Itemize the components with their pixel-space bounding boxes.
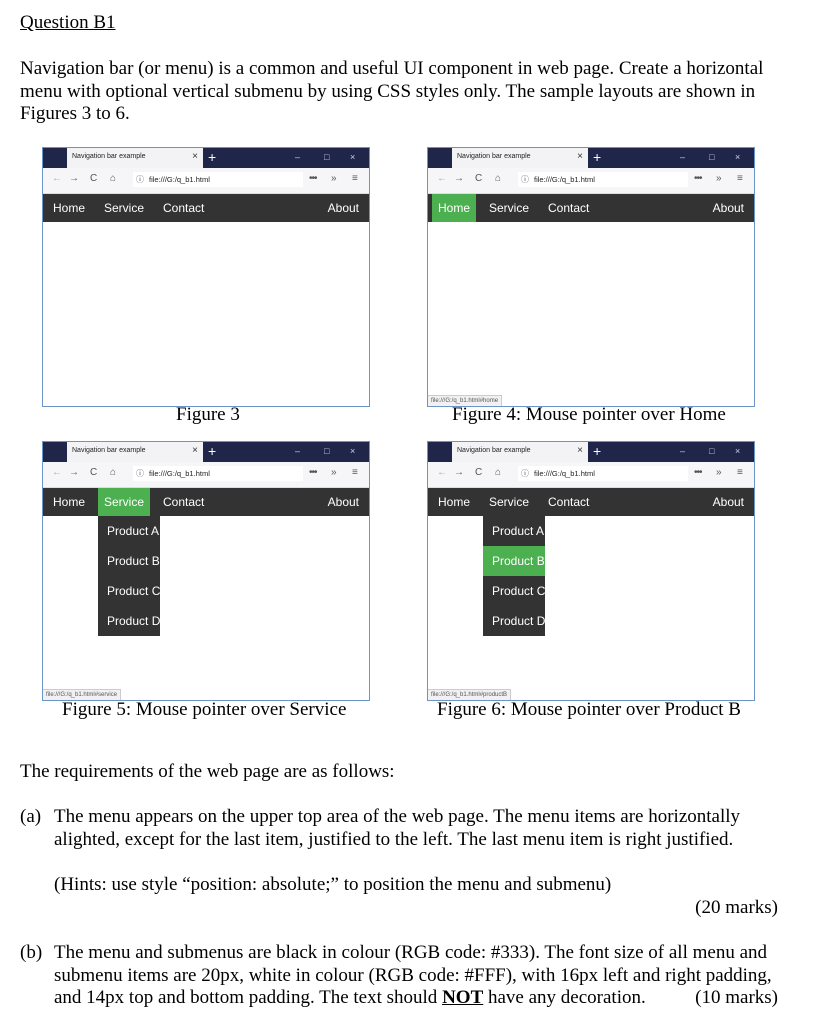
home-icon[interactable]: ⌂: [495, 467, 502, 478]
new-tab-icon[interactable]: +: [593, 149, 602, 165]
url-text: file:///G:/q_b1.html: [149, 175, 210, 184]
reload-icon[interactable]: C: [475, 173, 483, 184]
back-icon[interactable]: ←: [437, 173, 447, 184]
intro-line: menu with optional vertical submenu by using CSS styles only. The sample layouts are shown in: [20, 80, 756, 102]
figure-5-caption: Figure 5: Mouse pointer over Service: [62, 699, 347, 720]
intro-line: Navigation bar (or menu) is a common and useful UI component in web page. Create a horizontal: [20, 58, 764, 79]
forward-icon[interactable]: →: [454, 173, 464, 184]
status-bar-url: file:///G:/q_b1.html#home: [428, 395, 502, 406]
url-text: file:///G:/q_b1.html: [149, 469, 210, 478]
back-icon[interactable]: ←: [437, 467, 447, 478]
requirement-b-label: (b): [20, 942, 43, 963]
home-icon[interactable]: ⌂: [110, 467, 117, 478]
browser-toolbar: [428, 168, 754, 194]
submenu-item-product-a[interactable]: Product A: [107, 524, 160, 538]
address-bar[interactable]: [133, 466, 303, 481]
submenu-item-product-b[interactable]: Product B: [483, 546, 545, 576]
submenu-item-product-a[interactable]: Product A: [492, 524, 545, 538]
browser-window: [42, 147, 370, 407]
nav-item-home[interactable]: Home: [53, 201, 86, 215]
submenu-item-product-d[interactable]: Product D: [492, 614, 546, 628]
nav-bar: [428, 488, 754, 516]
nav-item-about[interactable]: About: [712, 201, 744, 215]
forward-icon[interactable]: →: [69, 173, 79, 184]
address-bar[interactable]: [518, 172, 688, 187]
nav-item-service[interactable]: Service: [489, 495, 530, 509]
submenu-item-product-c[interactable]: Product C: [492, 584, 546, 598]
requirement-a-label: (a): [20, 806, 42, 827]
title-bar: [43, 442, 369, 462]
new-tab-icon[interactable]: +: [208, 149, 217, 165]
nav-item-about[interactable]: About: [327, 201, 359, 215]
browser-tab[interactable]: [452, 148, 588, 168]
page-actions-icon[interactable]: •••: [309, 467, 317, 478]
minimize-icon[interactable]: –: [680, 446, 686, 456]
home-icon[interactable]: ⌂: [110, 173, 117, 184]
nav-item-contact[interactable]: Contact: [548, 201, 590, 215]
close-tab-icon[interactable]: ×: [192, 445, 198, 456]
requirement-b-text: and 14px top and bottom padding. The text should: [54, 987, 443, 1008]
browser-toolbar: [43, 168, 369, 194]
nav-item-contact[interactable]: Contact: [163, 201, 205, 215]
browser-tab[interactable]: [67, 148, 203, 168]
title-bar: [43, 148, 369, 168]
close-tab-icon[interactable]: ×: [577, 445, 583, 456]
intro-paragraph: [20, 58, 790, 126]
nav-item-service[interactable]: Service: [104, 201, 145, 215]
requirement-b-line: submenu items are 20px, white in colour (RGB code: #FFF), with 16px left and right padding,: [54, 964, 772, 986]
page-actions-icon[interactable]: •••: [309, 173, 317, 184]
maximize-icon[interactable]: □: [709, 152, 715, 162]
minimize-icon[interactable]: –: [295, 446, 301, 456]
info-icon[interactable]: ⓘ: [521, 175, 529, 184]
window-close-icon[interactable]: ×: [735, 152, 741, 162]
info-icon[interactable]: ⓘ: [521, 469, 529, 478]
browser-window: [427, 441, 755, 701]
figure-6-caption: Figure 6: Mouse pointer over Product B: [437, 699, 741, 720]
nav-item-contact[interactable]: Contact: [548, 495, 590, 509]
nav-item-home[interactable]: Home: [53, 495, 86, 509]
nav-item-contact[interactable]: Contact: [163, 495, 205, 509]
nav-bar: [428, 194, 754, 222]
hamburger-menu-icon[interactable]: ≡: [352, 173, 358, 184]
minimize-icon[interactable]: –: [680, 152, 686, 162]
window-close-icon[interactable]: ×: [350, 446, 356, 456]
nav-item-service[interactable]: Service: [489, 201, 530, 215]
address-bar[interactable]: [518, 466, 688, 481]
url-text: file:///G:/q_b1.html: [534, 469, 595, 478]
submenu-item-product-b[interactable]: Product B: [107, 554, 160, 568]
reload-icon[interactable]: C: [475, 467, 483, 478]
forward-icon[interactable]: →: [454, 467, 464, 478]
figure-5: [42, 441, 370, 701]
submenu-item-product-c[interactable]: Product C: [107, 584, 161, 598]
title-bar: [428, 442, 754, 462]
home-icon[interactable]: ⌂: [495, 173, 502, 184]
requirement-b-line: The menu and submenus are black in colour (RGB code: #333). The font size of all menu and: [54, 942, 768, 963]
nav-bar: [43, 488, 369, 516]
back-icon[interactable]: ←: [52, 467, 62, 478]
hamburger-menu-icon[interactable]: ≡: [352, 467, 358, 478]
browser-tab[interactable]: [452, 442, 588, 462]
submenu: [98, 516, 160, 636]
info-icon[interactable]: ⓘ: [136, 175, 144, 184]
overflow-icon[interactable]: »: [716, 173, 722, 184]
nav-item-home[interactable]: Home: [438, 495, 471, 509]
close-tab-icon[interactable]: ×: [577, 151, 583, 162]
requirement-a-line: alighted, except for the last item, justified to the left. The last menu item is right justified.: [54, 828, 734, 850]
page-actions-icon[interactable]: •••: [694, 173, 702, 184]
requirement-a-marks: (20 marks): [695, 897, 778, 918]
requirement-a-hint: (Hints: use style “position: absolute;” to position the menu and submenu): [54, 874, 612, 895]
tab-title: Navigation bar example: [72, 153, 146, 160]
browser-tab[interactable]: [67, 442, 203, 462]
window-close-icon[interactable]: ×: [350, 152, 356, 162]
figure-3-caption: Figure 3: [176, 404, 240, 425]
figure-3: [42, 147, 370, 407]
not-emphasis: NOT: [442, 987, 484, 1008]
window-close-icon[interactable]: ×: [735, 446, 741, 456]
figure-4-caption: Figure 4: Mouse pointer over Home: [452, 404, 726, 425]
status-bar-url: file:///G:/q_b1.html#productB: [428, 689, 511, 700]
status-bar-url: file:///G:/q_b1.html#service: [43, 689, 121, 700]
browser-window: [42, 441, 370, 701]
close-tab-icon[interactable]: ×: [192, 151, 198, 162]
intro-line: Figures 3 to 6.: [20, 103, 130, 124]
back-icon[interactable]: ←: [52, 173, 62, 184]
question-heading: Question B1: [20, 12, 116, 33]
nav-bar: [43, 194, 369, 222]
maximize-icon[interactable]: □: [324, 152, 330, 162]
maximize-icon[interactable]: □: [324, 446, 330, 456]
nav-item-about[interactable]: About: [712, 495, 744, 509]
overflow-icon[interactable]: »: [331, 173, 337, 184]
requirement-a-line: The menu appears on the upper top area of the web page. The menu items are horizontally: [54, 806, 741, 827]
tab-title: Navigation bar example: [457, 447, 531, 454]
reload-icon[interactable]: C: [90, 173, 98, 184]
tab-title: Navigation bar example: [72, 447, 146, 454]
nav-item-about[interactable]: About: [327, 495, 359, 509]
requirement-b-marks: (10 marks): [695, 987, 778, 1008]
submenu-item-product-d[interactable]: Product D: [107, 614, 161, 628]
hamburger-menu-icon[interactable]: ≡: [737, 173, 743, 184]
browser-toolbar: [43, 462, 369, 488]
url-text: file:///G:/q_b1.html: [534, 175, 595, 184]
hamburger-menu-icon[interactable]: ≡: [737, 467, 743, 478]
info-icon[interactable]: ⓘ: [136, 469, 144, 478]
tab-title: Navigation bar example: [457, 153, 531, 160]
requirement-b-line: [54, 987, 800, 1010]
new-tab-icon[interactable]: +: [208, 443, 217, 459]
title-bar: [428, 148, 754, 168]
figure-6: [427, 441, 755, 701]
submenu: [483, 516, 545, 636]
nav-item-home[interactable]: Home: [432, 194, 476, 222]
forward-icon[interactable]: →: [69, 467, 79, 478]
browser-toolbar: [428, 462, 754, 488]
overflow-icon[interactable]: »: [331, 467, 337, 478]
nav-item-service[interactable]: Service: [98, 488, 150, 516]
new-tab-icon[interactable]: +: [593, 443, 602, 459]
maximize-icon[interactable]: □: [709, 446, 715, 456]
page-actions-icon[interactable]: •••: [694, 467, 702, 478]
requirements-heading: The requirements of the web page are as follows:: [20, 761, 395, 782]
browser-window: [427, 147, 755, 407]
address-bar[interactable]: [133, 172, 303, 187]
overflow-icon[interactable]: »: [716, 467, 722, 478]
minimize-icon[interactable]: –: [295, 152, 301, 162]
figure-4: [427, 147, 755, 407]
requirement-b-text: have any decoration.: [483, 987, 646, 1008]
reload-icon[interactable]: C: [90, 467, 98, 478]
